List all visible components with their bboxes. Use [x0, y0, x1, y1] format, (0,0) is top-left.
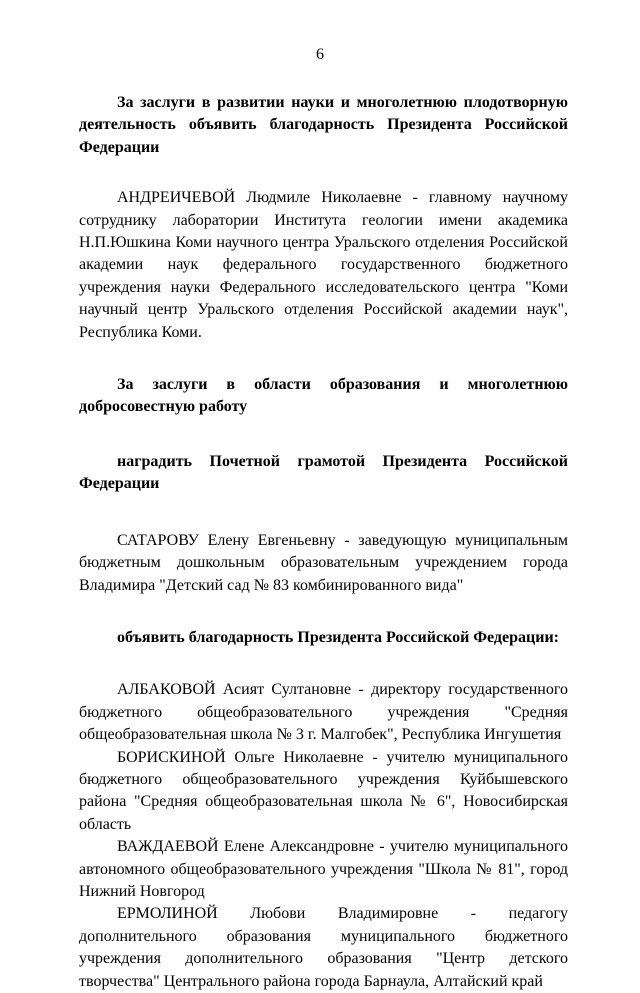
- science-entry-andreicheva: АНДРЕИЧЕВОЙ Людмиле Николаевне - главному научному сотруднику лаборатории Института геологии имени академика Н.П.Юшкина Коми научного центра Уральского отделения Российской академии наук федерального государственного бюджетного учреждения науки Федерального исследовательского центра "Коми научный центр Уральского отделения Российской академии наук", Республика Коми.: [79, 189, 568, 341]
- gratitude-entry-ermolina: ЕРМОЛИНОЙ Любови Владимировне - педагогу дополнительного образования муниципального бюджетного учреждения дополнительного образования "Центр детского творчества" Центрального района города Барнаула, Алтайский край: [79, 905, 568, 990]
- gratitude-entry-boriskina: БОРИСКИНОЙ Ольге Николаевне - учителю муниципального бюджетного общеобразовательного учреждения Куйбышевского района "Средняя общеобразовательная школа № 6", Новосибирская область: [79, 748, 568, 833]
- page-number: 6: [316, 46, 324, 63]
- gratitude-heading: объявить благодарность Президента Российской Федерации:: [117, 628, 559, 646]
- gratitude-entry-albakova: АЛБАКОВОЙ Асият Султановне - директору государственного бюджетного общеобразовательного учреждения "Средняя общеобразовательная школа № 3 г. Малгобек", Республика Ингушетия: [79, 681, 568, 744]
- document-body: [79, 92, 568, 993]
- award-heading: наградить Почетной грамотой Президента Российской Федерации: [79, 452, 568, 493]
- science-heading: За заслуги в развитии науки и многолетнюю плодотворную деятельность объявить благодарность Президента Российской Федерации: [79, 94, 568, 156]
- award-entry-satarova: САТАРОВУ Елену Евгеньевну - заведующую муниципальным бюджетным дошкольным образовательным учреждением города Владимира "Детский сад № 83 комбинированного вида": [79, 531, 568, 594]
- education-heading: За заслуги в области образования и многолетнюю добросовестную работу: [79, 376, 568, 416]
- gratitude-entry-vazhdaeva: ВАЖДАЕВОЙ Елене Александровне - учителю муниципального автономного общеобразовательного учреждения "Школа № 81", город Нижний Новгород: [79, 838, 568, 900]
